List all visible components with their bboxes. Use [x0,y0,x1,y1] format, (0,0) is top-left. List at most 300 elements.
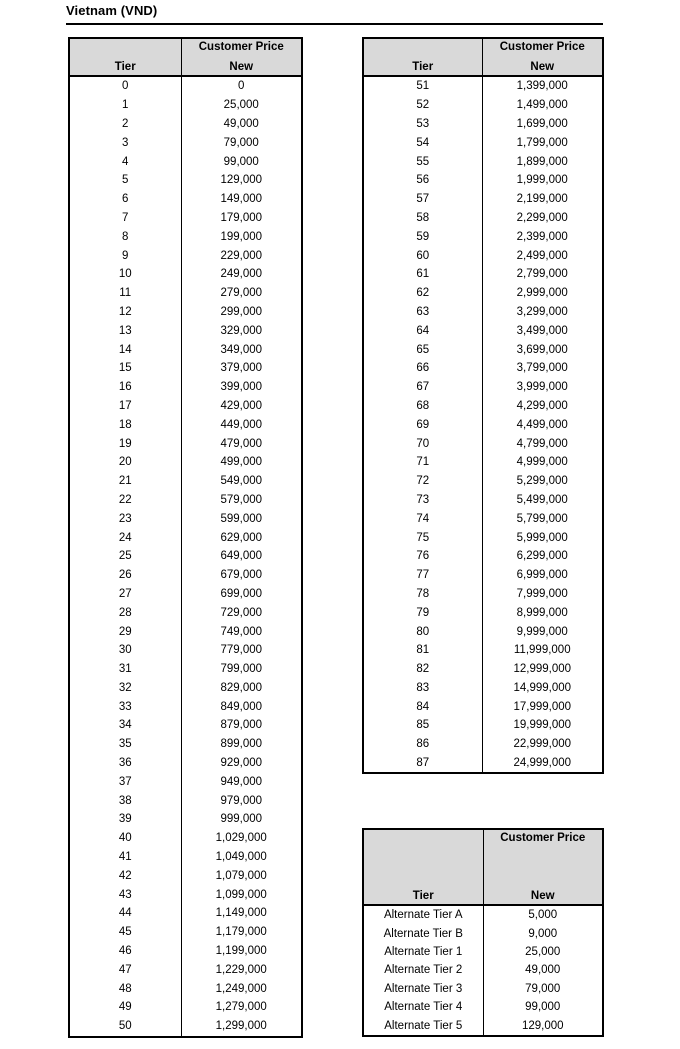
tier-cell: Alternate Tier 2 [363,961,483,979]
price-cell: 629,000 [220,531,263,544]
price-cell: 12,999,000 [513,663,572,676]
table-row [69,246,302,265]
tier-cell: 23 [69,509,181,528]
price-cell: 2,799,000 [516,268,568,281]
price-cell: 5,999,000 [516,531,568,544]
tier-cell: 41 [69,848,181,867]
table-row [363,566,603,585]
title-underline [66,2,603,25]
price-cell: 979,000 [220,794,263,807]
table-row [363,76,603,96]
tier-cell: 30 [69,641,181,660]
price-cell: 2,299,000 [516,211,568,224]
price-cell: 1,279,000 [215,1001,267,1014]
price-cell: 6,299,000 [516,550,568,563]
price-cell: 679,000 [220,569,263,582]
table-row [363,227,603,246]
tier-cell: 40 [69,829,181,848]
table-row [363,359,603,378]
tier-cell: 45 [69,923,181,942]
price-cell: 17,999,000 [513,700,572,713]
table-row [363,96,603,115]
table-row [69,397,302,416]
tier-cell: 84 [363,697,482,716]
price-cell: 1,229,000 [215,963,267,976]
table-row [363,998,603,1016]
table-row [69,133,302,152]
tier-cell: 32 [69,679,181,698]
table-row [363,943,603,961]
price-cell: 4,799,000 [516,437,568,450]
table-row [69,340,302,359]
table-header-row [363,38,603,76]
tier-cell: 7 [69,209,181,228]
table-row [69,528,302,547]
tier-cell: 53 [363,115,482,134]
table-row [363,321,603,340]
table-row [363,735,603,754]
tier-cell: 81 [363,641,482,660]
tier-cell: 33 [69,697,181,716]
table-row [69,697,302,716]
price-cell: 49,000 [525,964,561,977]
price-cell: 299,000 [220,305,263,318]
table-row [69,453,302,472]
table-header-row [69,38,302,76]
tier-cell: 67 [363,378,482,397]
tier-cell: 11 [69,284,181,303]
price-cell: 3,999,000 [516,381,568,394]
table-row [69,472,302,491]
tier-cell: 60 [363,246,482,265]
tier-cell: 49 [69,998,181,1017]
table-row [363,660,603,679]
table-row [69,209,302,228]
table-row [363,265,603,284]
price-cell: 5,299,000 [516,475,568,488]
price-header-line1: Customer Price [500,832,586,844]
tier-cell: 17 [69,397,181,416]
price-cell: 699,000 [220,587,263,600]
tier-cell: 10 [69,265,181,284]
price-cell: 199,000 [220,230,263,243]
table-row [69,904,302,923]
table-row [69,791,302,810]
table-row [363,697,603,716]
tier-cell: 59 [363,227,482,246]
price-cell: 449,000 [220,418,263,431]
price-cell: 1,299,000 [215,1020,267,1033]
table-row [363,284,603,303]
tier-cell: 36 [69,754,181,773]
table-row [69,415,302,434]
table-row [363,171,603,190]
price-cell: 149,000 [220,193,263,206]
price-cell: 899,000 [220,738,263,751]
price-cell: 4,499,000 [516,418,568,431]
tier-cell: Alternate Tier 5 [363,1016,483,1035]
tier-table-51-87 [362,37,604,774]
table-row [69,772,302,791]
table-row [363,679,603,698]
table-row [363,472,603,491]
table-row [363,716,603,735]
tier-cell: 82 [363,660,482,679]
tier-cell: 57 [363,190,482,209]
price-cell: 879,000 [220,719,263,732]
tier-cell: 42 [69,866,181,885]
price-cell: 849,000 [220,700,263,713]
price-cell: 379,000 [220,362,263,375]
tier-cell: 48 [69,979,181,998]
table-row [363,453,603,472]
tier-cell: 87 [363,754,482,774]
table-row [363,152,603,171]
table-row [363,641,603,660]
tier-cell: 55 [363,152,482,171]
tier-cell: 38 [69,791,181,810]
price-cell: 14,999,000 [513,681,572,694]
price-cell: 229,000 [220,249,263,262]
price-cell: 3,799,000 [516,362,568,375]
price-cell: 8,999,000 [516,606,568,619]
tier-cell: 62 [363,284,482,303]
price-column-header [483,829,603,905]
table-row [69,434,302,453]
tier-cell: 52 [363,96,482,115]
price-cell: 99,000 [223,155,259,168]
table-row [363,1016,603,1035]
tier-cell: 50 [69,1017,181,1037]
price-cell: 829,000 [220,681,263,694]
table-row [69,979,302,998]
price-cell: 1,199,000 [215,945,267,958]
tier-cell: 69 [363,415,482,434]
tier-column-header [69,38,181,76]
table-row [69,960,302,979]
price-cell: 429,000 [220,399,263,412]
tier-header-label: Tier [412,890,434,902]
price-cell: 949,000 [220,775,263,788]
tier-cell: 44 [69,904,181,923]
price-cell: 499,000 [220,456,263,469]
price-cell: 5,799,000 [516,512,568,525]
table-row [69,547,302,566]
table-row [69,96,302,115]
price-cell: 329,000 [220,324,263,337]
tier-cell: 72 [363,472,482,491]
table-row [363,378,603,397]
price-cell: 3,299,000 [516,305,568,318]
tier-cell: 51 [363,76,482,96]
price-cell: 549,000 [220,475,263,488]
tier-cell: 2 [69,115,181,134]
price-cell: 1,899,000 [516,155,568,168]
tier-cell: 37 [69,772,181,791]
tier-cell: 15 [69,359,181,378]
price-cell: 2,499,000 [516,249,568,262]
table-row [69,190,302,209]
tier-header-label: Tier [114,61,136,73]
price-cell: 179,000 [220,211,263,224]
price-cell: 1,999,000 [516,174,568,187]
table-row [69,622,302,641]
table-row [363,905,603,924]
tier-cell: Alternate Tier A [363,905,483,924]
tier-cell: 18 [69,415,181,434]
table-row [363,133,603,152]
table-row [363,246,603,265]
table-row [69,303,302,322]
tier-cell: 43 [69,885,181,904]
tier-cell: 9 [69,246,181,265]
tier-cell: 21 [69,472,181,491]
price-cell: 25,000 [525,945,561,958]
price-cell: 1,049,000 [215,851,267,864]
price-header-line2: New [229,61,254,73]
tier-cell: 31 [69,660,181,679]
table-row [69,171,302,190]
tier-cell: 74 [363,509,482,528]
price-cell: 729,000 [220,606,263,619]
tier-cell: Alternate Tier 3 [363,980,483,998]
table-row [69,603,302,622]
page-title: Vietnam (VND) [66,3,158,18]
price-cell: 2,399,000 [516,230,568,243]
table-row [363,415,603,434]
tier-cell: 29 [69,622,181,641]
price-header-line1: Customer Price [198,41,284,53]
price-column-header [482,38,603,76]
price-cell: 479,000 [220,437,263,450]
tier-cell: 80 [363,622,482,641]
table-row [69,641,302,660]
table-row [69,378,302,397]
price-cell: 6,999,000 [516,569,568,582]
tier-cell: 25 [69,547,181,566]
table-row [363,397,603,416]
tier-cell: 63 [363,303,482,322]
price-cell: 4,999,000 [516,456,568,469]
table-row [69,585,302,604]
tier-cell: 1 [69,96,181,115]
tier-cell: 58 [363,209,482,228]
table-row [69,942,302,961]
tier-cell: 47 [69,960,181,979]
tier-cell: 35 [69,735,181,754]
table-row [69,679,302,698]
tier-cell: 5 [69,171,181,190]
table-row [69,885,302,904]
tier-cell: 56 [363,171,482,190]
table-row [363,509,603,528]
price-cell: 79,000 [525,982,561,995]
tier-cell: Alternate Tier B [363,924,483,942]
tier-cell: 34 [69,716,181,735]
table-row [363,115,603,134]
tier-cell: 83 [363,679,482,698]
tier-cell: 66 [363,359,482,378]
price-cell: 1,099,000 [215,888,267,901]
price-cell: 749,000 [220,625,263,638]
table-row [363,303,603,322]
tier-cell: 14 [69,340,181,359]
tier-cell: 26 [69,566,181,585]
table-header-row [363,829,603,905]
table-row [69,998,302,1017]
table-row [69,848,302,867]
table-row [363,528,603,547]
table-row [69,76,302,96]
price-cell: 11,999,000 [513,644,571,657]
price-cell: 1,079,000 [215,869,267,882]
tier-cell: 76 [363,547,482,566]
tier-cell: 39 [69,810,181,829]
table-row [363,434,603,453]
tier-column-header [363,829,483,905]
tier-cell: 4 [69,152,181,171]
table-row [363,190,603,209]
price-cell: 2,199,000 [516,193,568,206]
table-row [69,491,302,510]
table-row [69,735,302,754]
table-row [363,340,603,359]
price-cell: 799,000 [220,663,263,676]
price-cell: 7,999,000 [516,587,568,600]
price-cell: 999,000 [220,813,263,826]
price-cell: 579,000 [220,493,263,506]
table-row [69,810,302,829]
price-cell: 279,000 [220,287,263,300]
table-row [69,321,302,340]
alternate-tier-table [362,828,604,1037]
tier-cell: 78 [363,585,482,604]
tier-cell: Alternate Tier 1 [363,943,483,961]
price-cell: 129,000 [521,1019,564,1032]
price-cell: 1,249,000 [215,982,267,995]
tier-cell: 65 [363,340,482,359]
tier-cell: 27 [69,585,181,604]
table-row [69,115,302,134]
tier-cell: 3 [69,133,181,152]
price-header-line1: Customer Price [499,41,585,53]
tier-cell: 73 [363,491,482,510]
price-cell: 5,499,000 [516,493,568,506]
price-header-line2: New [530,61,555,73]
price-cell: 249,000 [220,268,263,281]
price-cell: 599,000 [220,512,263,525]
tier-cell: 68 [363,397,482,416]
table-row [363,547,603,566]
price-cell: 399,000 [220,381,263,394]
table-row [69,829,302,848]
price-cell: 99,000 [525,1001,561,1014]
table-row [363,980,603,998]
tier-cell: 16 [69,378,181,397]
tier-cell: 75 [363,528,482,547]
tier-cell: 6 [69,190,181,209]
table-row [69,1017,302,1037]
table-row [69,227,302,246]
price-cell: 779,000 [220,644,263,657]
table-row [69,284,302,303]
tier-cell: 70 [363,434,482,453]
price-cell: 22,999,000 [513,738,572,751]
price-cell: 3,499,000 [516,324,568,337]
table-row [363,585,603,604]
tier-cell: 8 [69,227,181,246]
table-row [69,152,302,171]
table-row [363,622,603,641]
tier-cell: 64 [363,321,482,340]
price-cell: 1,799,000 [516,136,568,149]
price-cell: 1,399,000 [516,80,568,93]
price-cell: 0 [238,80,245,93]
price-header-line2: New [530,890,555,902]
tier-cell: 61 [363,265,482,284]
table-row [363,209,603,228]
tier-cell: 20 [69,453,181,472]
table-row [363,961,603,979]
tier-cell: 71 [363,453,482,472]
tier-column-header [363,38,482,76]
price-cell: 1,029,000 [215,832,267,845]
price-cell: 19,999,000 [513,719,572,732]
tier-cell: 77 [363,566,482,585]
price-cell: 4,299,000 [516,399,568,412]
table-row [69,716,302,735]
price-cell: 25,000 [223,99,259,112]
price-cell: 649,000 [220,550,263,563]
table-row [363,754,603,774]
tier-cell: 12 [69,303,181,322]
tier-cell: 46 [69,942,181,961]
tier-cell: 13 [69,321,181,340]
tier-cell: 24 [69,528,181,547]
table-row [69,509,302,528]
tier-cell: 79 [363,603,482,622]
price-cell: 1,699,000 [516,117,568,130]
tier-cell: 85 [363,716,482,735]
tier-cell: 28 [69,603,181,622]
table-row [363,924,603,942]
table-row [69,265,302,284]
table-row [363,491,603,510]
price-cell: 2,999,000 [516,287,568,300]
tier-cell: 0 [69,76,181,96]
table-row [69,923,302,942]
tier-table-0-50 [68,37,303,1038]
table-row [69,566,302,585]
tier-header-label: Tier [412,61,434,73]
price-cell: 1,149,000 [215,907,267,920]
price-cell: 3,699,000 [516,343,568,356]
price-cell: 9,999,000 [516,625,568,638]
tier-cell: 54 [363,133,482,152]
table-row [69,359,302,378]
tier-cell: Alternate Tier 4 [363,998,483,1016]
price-cell: 129,000 [220,174,263,187]
table-row [69,660,302,679]
table-row [69,866,302,885]
price-cell: 1,179,000 [215,926,267,939]
price-cell: 1,499,000 [516,99,568,112]
table-row [69,754,302,773]
table-row [363,603,603,622]
tier-cell: 19 [69,434,181,453]
price-column-header [181,38,302,76]
price-cell: 929,000 [220,757,263,770]
